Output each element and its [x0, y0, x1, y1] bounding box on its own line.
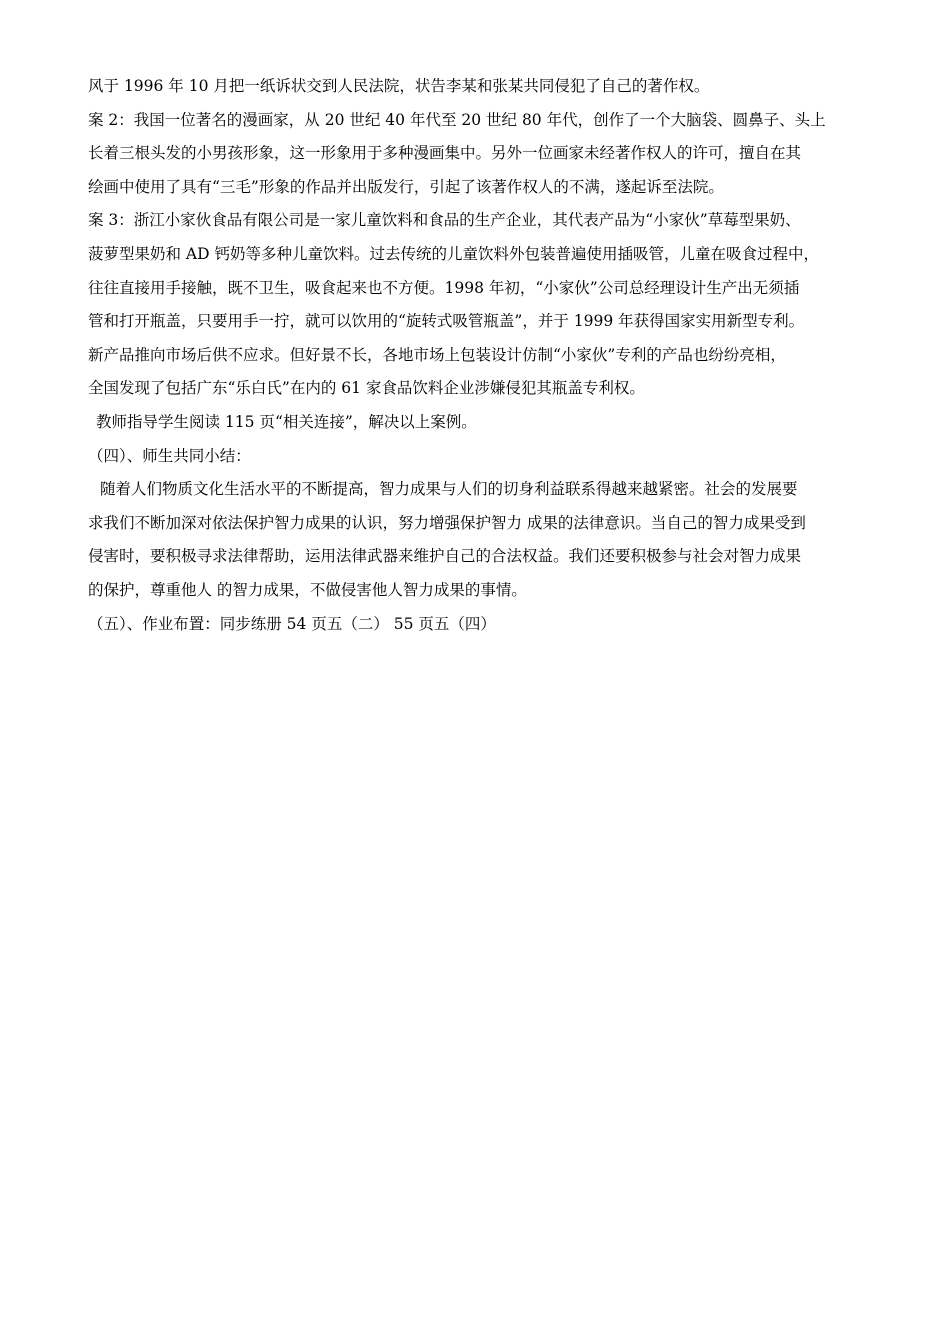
- text-line-11: 教师指导学生阅读 115 页“相关连接”，解决以上案例。: [96, 412, 477, 431]
- text-line-9: 新产品推向市场后供不应求。但好景不长，各地市场上包装设计仿制“小家伙”专利的产品也纷纷亮相，: [88, 345, 786, 364]
- text-line-3: 长着三根头发的小男孩形象，这一形象用于多种漫画集中。另外一位画家未经著作权人的许可，擅自在其: [88, 144, 802, 163]
- text-line-6: 菠萝型果奶和 AD 钙奶等多种儿童饮料。过去传统的儿童饮料外包装普遍使用插吸管，儿童在吸食过程中，: [88, 244, 819, 263]
- section-heading-homework: （五）、作业布置：同步练册 54 页五（二） 55 页五（四）: [88, 614, 496, 633]
- section-heading-summary: （四）、师生共同小结：: [88, 446, 251, 465]
- text-line-13: 随着人们物质文化生活水平的不断提高，智力成果与人们的切身利益联系得越来越紧密。社会的发展要: [100, 480, 798, 499]
- text-line-8: 管和打开瓶盖，只要用手一拧，就可以饮用的“旋转式吸管瓶盖”，并于 1999 年获得国家实用新型专利。: [88, 312, 805, 331]
- text-line-15: 侵害时，要积极寻求法律帮助，运用法律武器来维护自己的合法权益。我们还要积极参与社会对智力成果: [88, 547, 802, 566]
- text-line-4: 绘画中使用了具有“三毛”形象的作品并出版发行，引起了该著作权人的不满，遂起诉至法院。: [88, 177, 724, 196]
- text-line-7: 往往直接用手接触，既不卫生，吸食起来也不方便。1998 年初，“小家伙”公司总经理设计生产出无须插: [88, 278, 800, 297]
- text-line-16: 的保护，尊重他人 的智力成果，不做侵害他人智力成果的事情。: [88, 580, 527, 599]
- text-line-5: 案 3：浙江小家伙食品有限公司是一家儿童饮料和食品的生产企业，其代表产品为“小家伙”草莓型果奶、: [88, 211, 801, 230]
- text-line-1: 风于 1996 年 10 月把一纸诉状交到人民法院，状告李某和张某共同侵犯了自己的著作权。: [88, 77, 710, 95]
- text-line-14: 求我们不断加深对依法保护智力成果的认识，努力增强保护智力 成果的法律意识。当自己的智力成果受到: [88, 513, 806, 532]
- text-line-2: 案 2：我国一位著名的漫画家，从 20 世纪 40 年代至 20 世纪 80 年代，创作了一个大脑袋、圆鼻子、头上: [88, 110, 826, 129]
- text-line-10: 全国发现了包括广东“乐白氏”在内的 61 家食品饮料企业涉嫌侵犯其瓶盖专利权。: [88, 379, 645, 398]
- document-body: [88, 76, 878, 647]
